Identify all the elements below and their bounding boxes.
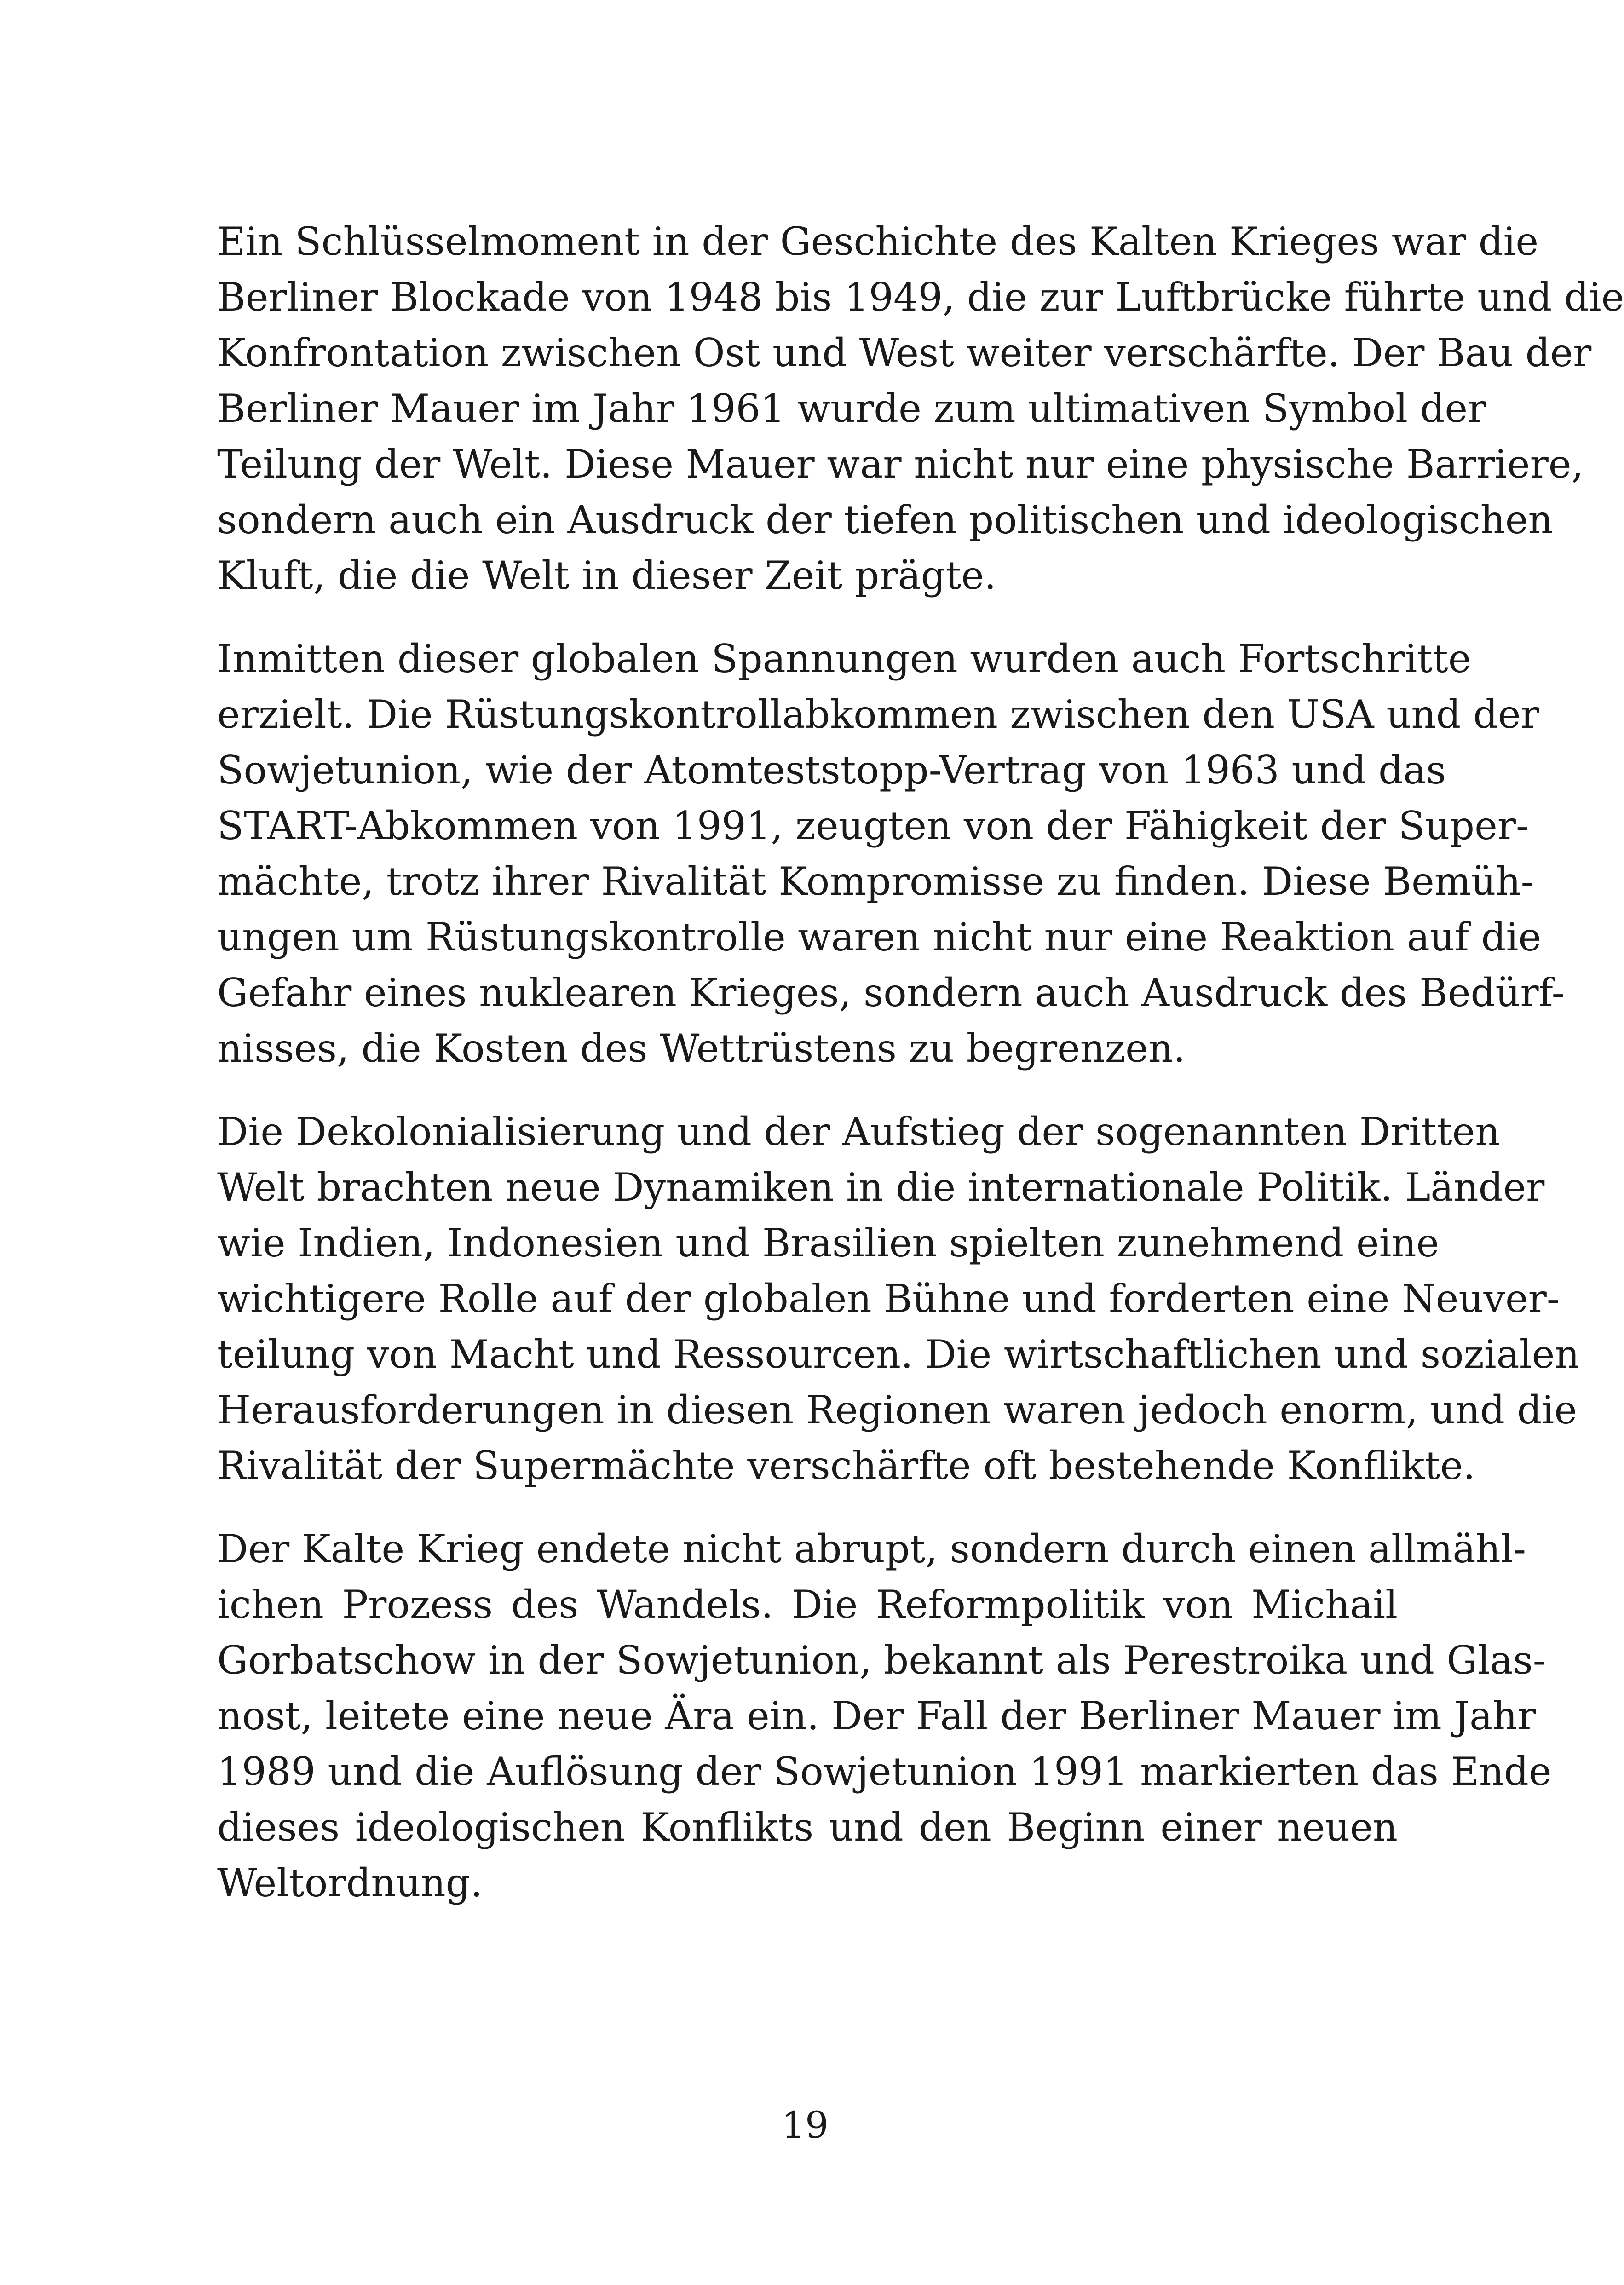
text-line: Sowjetunion, wie der Atomteststopp-Vertrag von 1963 und das [217, 748, 1446, 793]
text-line: nisses, die Kosten des Wettrüstens zu begrenzen. [217, 1026, 1186, 1071]
paragraph-2 [217, 631, 1565, 1076]
paragraph-4 [217, 1521, 1552, 1911]
text-line: Berliner Blockade von 1948 bis 1949, die zur Luftbrücke führte und die [217, 275, 1624, 320]
text-line: Der Kalte Krieg endete nicht abrupt, sondern durch einen allmähl- [217, 1526, 1526, 1571]
text-line: Die Dekolonialisierung und der Aufstieg der sogenannten Dritten [217, 1109, 1500, 1154]
text-line: Kluft, die die Welt in dieser Zeit prägte. [217, 553, 996, 598]
text-line: sondern auch ein Ausdruck der tiefen politischen und ideologischen [217, 497, 1553, 542]
text-line: Herausforderungen in diesen Regionen waren jedoch enorm, und die [217, 1387, 1577, 1433]
text-line: Berliner Mauer im Jahr 1961 wurde zum ultimativen Symbol der [217, 386, 1486, 431]
text-line: Inmitten dieser globalen Spannungen wurden auch Fortschritte [217, 636, 1471, 681]
text-line: nost, leitete eine neue Ära ein. Der Fall der Berliner Mauer im Jahr [217, 1693, 1536, 1738]
text-line: wichtigere Rolle auf der globalen Bühne und forderten eine Neuver- [217, 1276, 1560, 1321]
text-line: Gefahr eines nuklearen Krieges, sondern auch Ausdruck des Bedürf- [217, 970, 1565, 1015]
paragraph-3 [217, 1104, 1580, 1494]
text-line: START-Abkommen von 1991, zeugten von der Fähigkeit der Super- [217, 803, 1529, 848]
text-line: Welt brachten neue Dynamiken in die internationale Politik. Länder [217, 1165, 1545, 1210]
text-line: Ein Schlüsselmoment in der Geschichte des Kalten Krieges war die [217, 219, 1539, 264]
text-line: Gorbatschow in der Sowjetunion, bekannt als Perestroika und Glas- [217, 1638, 1546, 1683]
text-line: ungen um Rüstungskontrolle waren nicht nur eine Reaktion auf die [217, 915, 1542, 960]
text-line: dieses ideologischen Konflikts und den Beginn einer neuen [217, 1805, 1398, 1850]
text-line: Rivalität der Supermächte verschärfte oft bestehende Konflikte. [217, 1443, 1475, 1488]
text-line: ichen Prozess des Wandels. Die Reformpolitik von Michail [217, 1582, 1398, 1627]
text-line: 1989 und die Auflösung der Sowjetunion 1991 markierten das Ende [217, 1749, 1552, 1794]
text-line: Teilung der Welt. Diese Mauer war nicht nur eine physische Barriere, [217, 442, 1584, 487]
text-line: mächte, trotz ihrer Rivalität Kompromisse zu finden. Diese Bemüh- [217, 859, 1534, 904]
text-line: Konfrontation zwischen Ost und West weiter verschärfte. Der Bau der [217, 330, 1592, 375]
text-line: wie Indien, Indonesien und Brasilien spielten zunehmend eine [217, 1220, 1440, 1266]
paragraph-1 [217, 214, 1624, 604]
text-line: Weltordnung. [217, 1860, 483, 1905]
text-line: erzielt. Die Rüstungskontrollabkommen zwischen den USA und der [217, 692, 1539, 737]
text-line: teilung von Macht und Ressourcen. Die wirtschaftlichen und sozialen [217, 1332, 1580, 1377]
body-text [217, 214, 1624, 1939]
page-number: 19 [782, 2104, 829, 2147]
